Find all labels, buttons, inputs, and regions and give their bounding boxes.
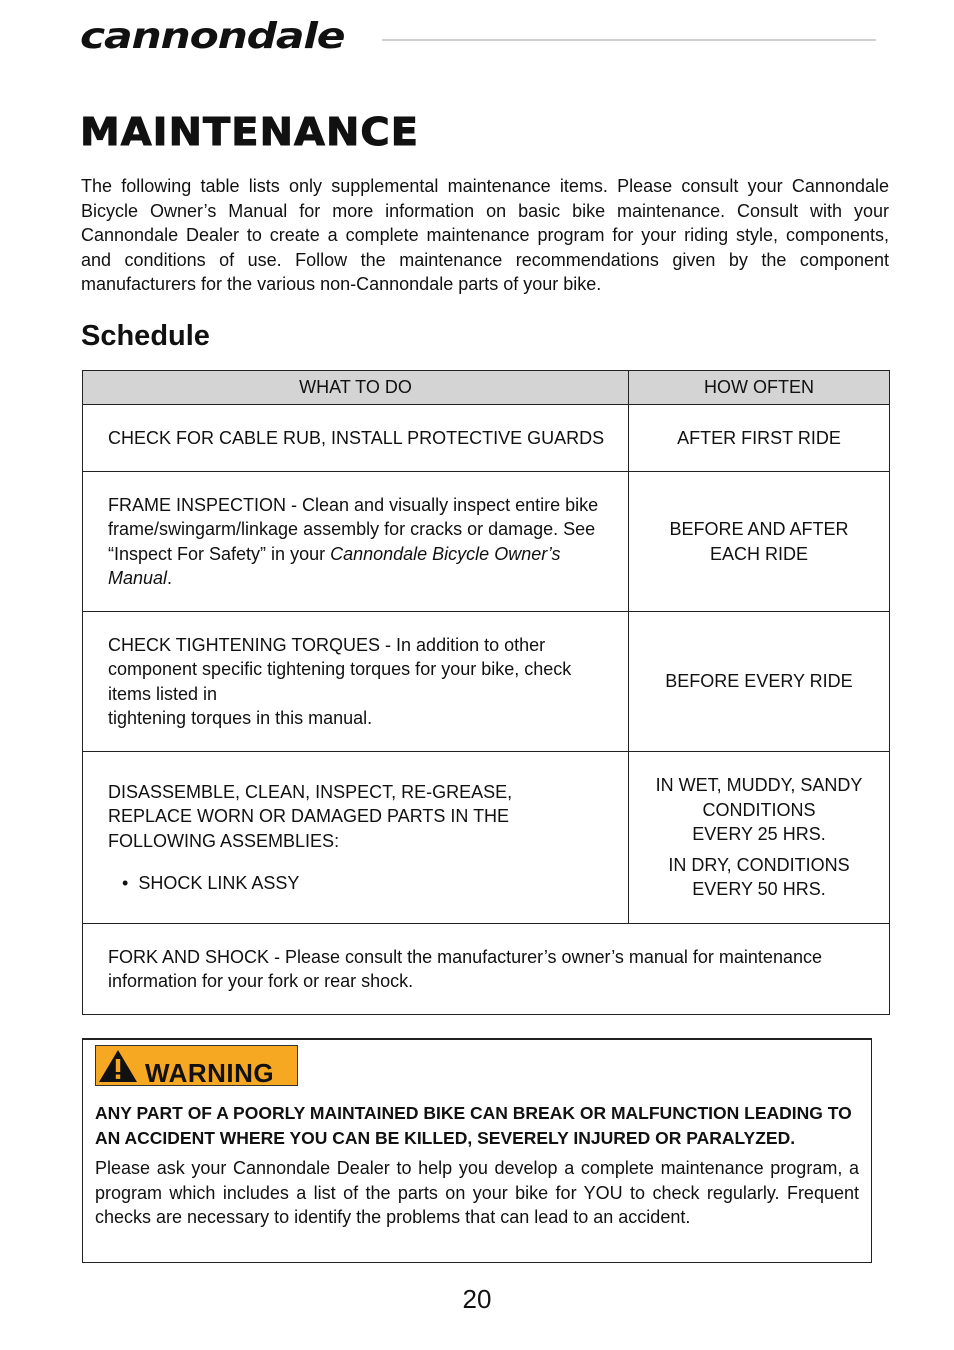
how-cell (629, 472, 890, 612)
warning-body-text: Please ask your Cannondale Dealer to help you develop a complete maintenance program, a program which includes a list of the parts on your bike for YOU to check regularly. Frequent checks are necessary to identify the problems that can lead to an accident. (95, 1158, 859, 1227)
what-text: FRAME INSPECTION - Clean and visually inspect entire bike frame/swingarm/linkage assembly for cracks or damage. See “Inspect For Safety” in your (108, 494, 599, 564)
what-text-end: . (167, 568, 173, 588)
maintenance-schedule-table (82, 370, 890, 1015)
header-rule (382, 39, 876, 41)
what-cell-full: FORK AND SHOCK - Please consult the manufacturer’s owner’s manual for maintenance information for your fork or rear shock. (83, 924, 890, 1015)
what-line: CHECK TIGHTENING TORQUES - In addition to other component specific tightening torques for your bike, check items listed in (108, 634, 572, 704)
page-number: 20 (462, 1284, 492, 1314)
what-cell (83, 472, 629, 612)
warning-box (82, 1038, 872, 1263)
what-cell (83, 612, 629, 752)
schedule-heading: Schedule (81, 320, 210, 352)
how-cell (629, 752, 890, 924)
table-row (83, 752, 890, 924)
warning-badge (95, 1045, 298, 1086)
how-line: IN WET, MUDDY, SANDY (655, 775, 863, 796)
how-line: CONDITIONS (702, 799, 816, 820)
column-header-what: WHAT TO DO (83, 371, 629, 405)
table-row (83, 612, 890, 752)
what-line: DISASSEMBLE, CLEAN, INSPECT, RE-GREASE, (108, 781, 513, 802)
manual-title-italic: Cannondale Bicycle Owner’s Manual (108, 543, 561, 588)
how-line: EVERY 25 HRS. (692, 824, 826, 845)
bullet-text: SHOCK LINK ASSY (138, 873, 300, 893)
how-group (629, 853, 889, 902)
table-row (83, 405, 890, 472)
how-line: BEFORE AND AFTER (669, 519, 849, 539)
what-line: REPLACE WORN OR DAMAGED PARTS IN THE FOLLOWING ASSEMBLIES: (108, 806, 510, 851)
table-row (83, 472, 890, 612)
warning-label: WARNING (145, 1058, 275, 1088)
what-cell (83, 752, 629, 924)
warning-triangle-icon (98, 1049, 138, 1083)
how-line: EACH RIDE (709, 543, 808, 564)
page-title: MAINTENANCE (80, 110, 420, 154)
how-cell: AFTER FIRST RIDE (629, 405, 890, 472)
how-group (629, 773, 889, 847)
how-line: EVERY 50 HRS. (692, 879, 826, 900)
how-line: IN DRY, CONDITIONS (668, 854, 850, 875)
column-header-how: HOW OFTEN (629, 371, 890, 405)
what-cell: CHECK FOR CABLE RUB, INSTALL PROTECTIVE GUARDS (83, 405, 629, 472)
bullet-item (108, 871, 608, 896)
intro-paragraph: The following table lists only supplemental maintenance items. Please consult your Cannondale Bicycle Owner’s Manual for more information on basic bike maintenance. Consult with your Cannondale Dealer to create a complete maintenance program for your riding style, components, and conditions of use. Follow the maintenance recommendations given by the component manufacturers for the various non-Cannondale parts of your bike. (81, 176, 889, 294)
what-line: tightening torques in this manual. (108, 708, 373, 728)
table-header-row (83, 371, 890, 405)
brand-logo: cannondale (80, 16, 345, 57)
warning-bold-text: ANY PART OF A POORLY MAINTAINED BIKE CAN BREAK OR MALFUNCTION LEADING TO AN ACCIDENT WHERE YOU CAN BE KILLED, SEVERELY INJURED OR PARALYZED. (95, 1103, 852, 1148)
table-row (83, 924, 890, 1015)
how-cell: BEFORE EVERY RIDE (629, 612, 890, 752)
bullet-dot-icon: • (122, 873, 129, 893)
